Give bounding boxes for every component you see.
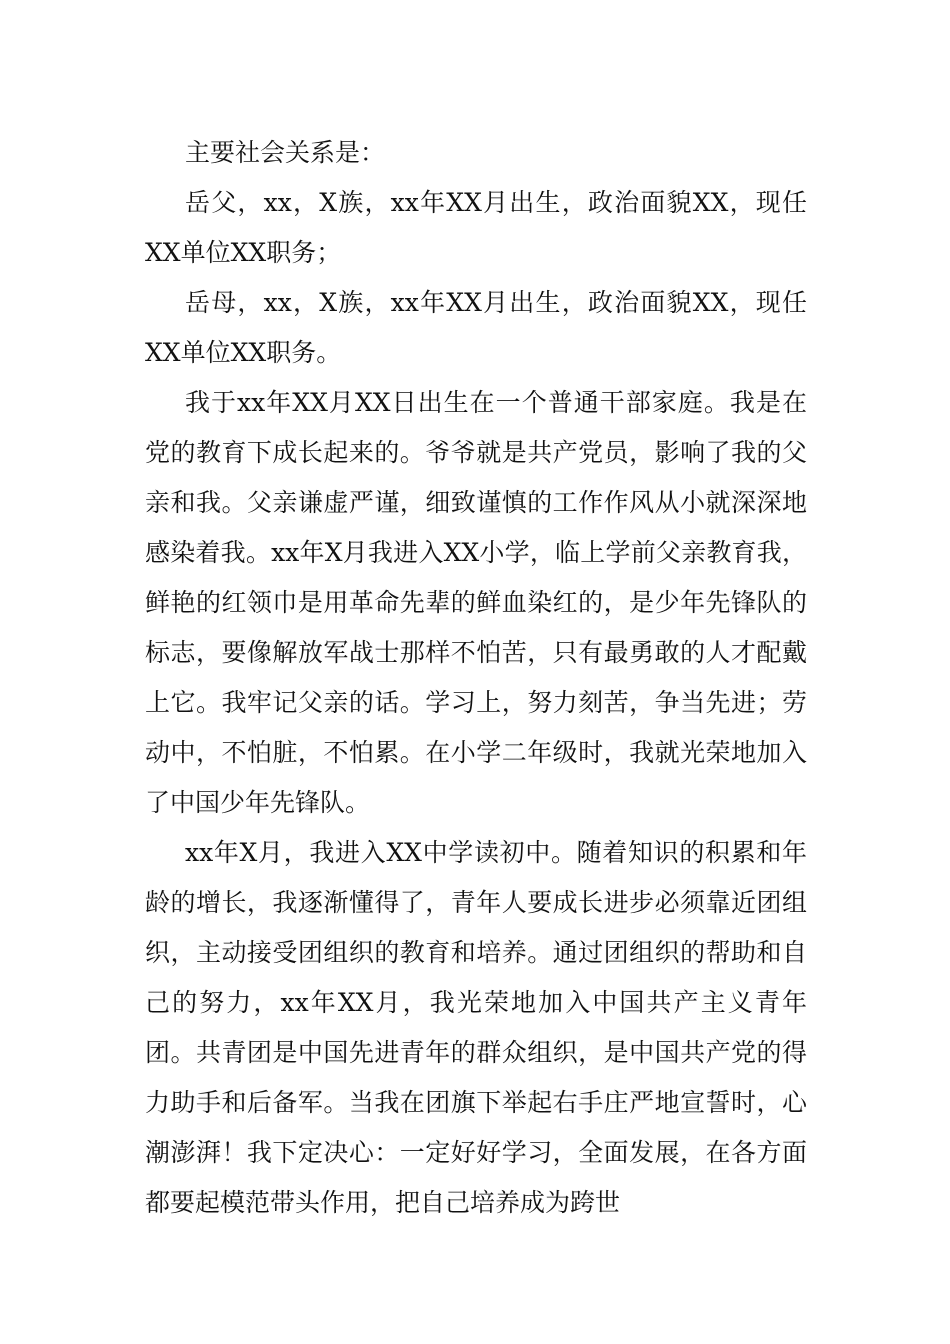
paragraph-father-in-law: 岳父，xx，X族，xx年XX月出生，政治面貌XX，现任XX单位XX职务； (145, 188, 807, 267)
paragraph-mother-in-law: 岳母，xx，X族，xx年XX月出生，政治面貌XX，现任XX单位XX职务。 (145, 288, 807, 367)
document-body (145, 128, 807, 1228)
paragraph-middle-school: xx年X月，我进入XX中学读初中。随着知识的积累和年龄的增长，我逐渐懂得了，青年人要成长进步必须靠近团组织，主动接受团组织的教育和培养。通过团组织的帮助和自己的努力，xx年XX月，我光荣地加入中国共产主义青年团。共青团是中国先进青年的群众组织，是中国共产党的得力助手和后备军。当我在团旗下举起右手庄严地宣誓时，心潮澎湃！我下定决心：一定好好学习，全面发展，在各方面都要起模范带头作用，把自己培养成为跨世 (145, 838, 807, 1217)
paragraph-childhood: 我于xx年XX月XX日出生在一个普通干部家庭。我是在党的教育下成长起来的。爷爷就是共产党员，影响了我的父亲和我。父亲谦虚严谨，细致谨慎的工作作风从小就深深地感染着我。xx年X月我进入XX小学，临上学前父亲教育我，鲜艳的红领巾是用革命先辈的鲜血染红的，是少年先锋队的标志，要像解放军战士那样不怕苦，只有最勇敢的人才配戴上它。我牢记父亲的话。学习上，努力刻苦，争当先进；劳动中，不怕脏，不怕累。在小学二年级时，我就光荣地加入了中国少年先锋队。 (145, 388, 807, 817)
paragraph-social-relations-heading: 主要社会关系是： (185, 138, 386, 167)
